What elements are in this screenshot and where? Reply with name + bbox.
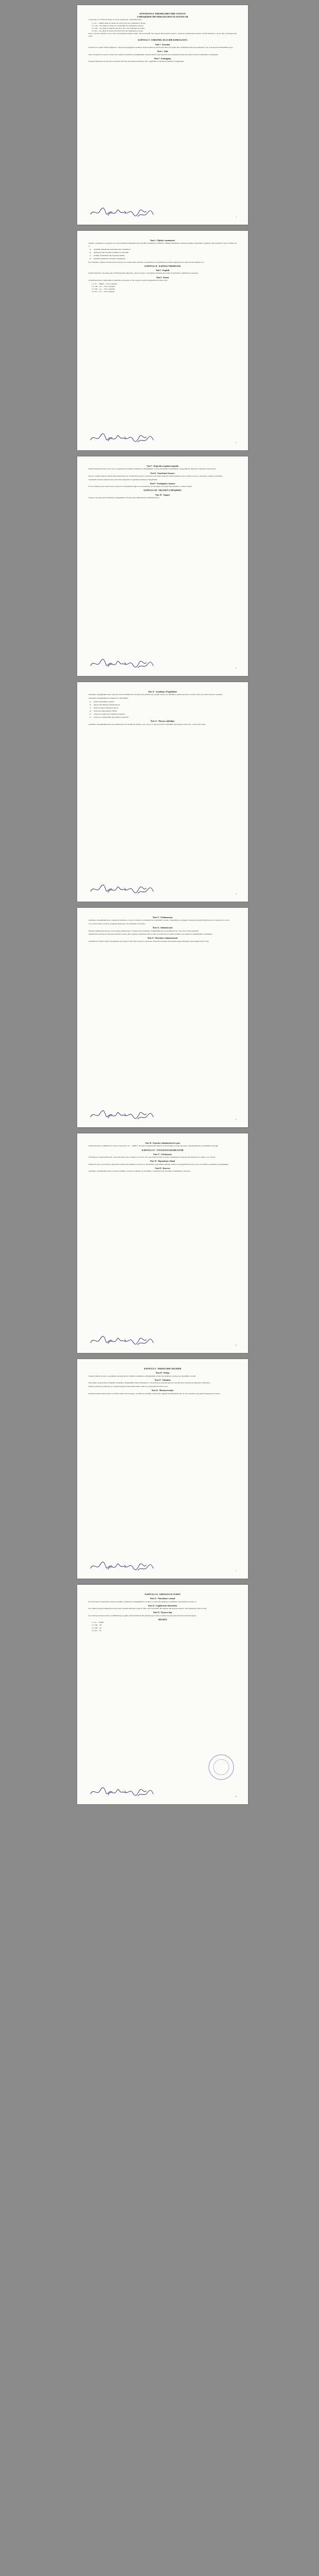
- section-heading: Neni 1 · Emertimi: [155, 43, 170, 46]
- page-number: 1: [236, 215, 237, 218]
- page-footer: [88, 1785, 237, 1799]
- list-item-text: vendos per riorganizimin dhe prishjen e shoqerise.: [94, 716, 129, 719]
- section-heading: Neni 10 · Organet: [155, 494, 170, 496]
- paragraph: Kapitali themeltar i shoqerise eshte 100.000 (njeqind mije) leke, i ndare ne kuota, i cili paguhet plotesisht nga ortaket ne momentin e regjistrimit te shoqerise.: [88, 272, 199, 275]
- section-heading: Neni 23 · Ndryshimet e statutit: [150, 1598, 175, 1600]
- paragraph: Selia e shoqerise do te jete ne Tirane. Me vendim te Asamblese se Pergjithshme, shoqeria mund te hape dege dhe zyra perfaqesimi brenda dhe jashte territorit te Republikes se Shqiperise.: [88, 53, 219, 56]
- list-item-text: mbikeqyrje dhe kolaudim i punimeve te ndertimit;: [94, 251, 129, 254]
- list-item-text: sherbime konsulence ne fushen e inxhinierise.: [94, 258, 126, 260]
- section-heading: Neni 19 · Rezervat: [155, 1167, 170, 1170]
- page-number: 6: [236, 1344, 237, 1346]
- paragraph: Asambleja e Pergjithshme eshte organi me i larte vendimmarres i shoqerise dhe perbehet nga te gjithe ortaket. Ajo mblidhet te pakten nje here ne vit dhe sa here qe e kerkon interesi i shoqerise.: [88, 693, 223, 696]
- section-heading: KAPITULLI I · EMERTIMI, SELIA DHE KOHEZGJATJA: [137, 39, 187, 42]
- list-marker: a): [90, 700, 91, 703]
- section-heading: KAPITULLI V · PRISHJA DHE LIKUIDIMI: [144, 1368, 182, 1370]
- list-item: [90, 255, 237, 257]
- section-heading: Neni 18 · Shperndarja e fitimit: [150, 1160, 175, 1163]
- page-footer: [88, 1559, 237, 1573]
- document-title: I SHOQERISE ME PERGJEGJESI TE KUFIZUAR: [137, 15, 188, 18]
- list-marker: c): [90, 255, 91, 257]
- section-heading: Neni 6 · Kuotat: [156, 276, 169, 279]
- list-item-text: miraton pasqyrat financiare vjetore;: [94, 706, 119, 709]
- list-marker: d): [90, 258, 91, 260]
- list-marker: a): [90, 248, 91, 251]
- handwritten-signatures: [88, 1108, 155, 1122]
- section-heading: Neni 16 · Emerimi i administratorit te pare: [145, 1142, 180, 1144]
- list-item: [90, 701, 237, 703]
- paragraph: Asambleja e Pergjithshme thirret nga administratori me njoftim me shkrim, jo me vone se 15 dite para dates se mbledhjes, ku tregohen vendi, data, ora dhe rendi i dites.: [88, 723, 206, 725]
- list-item-text: emeron dhe shkarkon administratoret;: [94, 703, 120, 706]
- section-heading: Neni 9 · Trashegimia e kuotave: [150, 482, 175, 485]
- document-page: [77, 5, 248, 225]
- company-stamp: [208, 1754, 235, 1781]
- list-item: [90, 710, 237, 713]
- paragraph: Shoqeria do te quhet "ECM'S Engineers." shoqeri me pergjegjesi te kufizuar. Shoqeria mund te perdore kete emer ne te gjitha aktet, dokumentet dhe korrespondencen e saj, te shoqeruar me shkurtimin sh.p.k.: [88, 46, 233, 49]
- document-page: [77, 456, 248, 676]
- list-item-text: vendos per rritjen ose zvogelimin e kapitalit;: [94, 713, 125, 716]
- list-marker: e): [90, 713, 91, 716]
- paragraph: Pas prishjes, shoqeria hyn ne likuidim. Asambleja e Pergjithshme emeron likuiduesin, i cili perfaqeson shoqerine gjate procesit dhe kryen veprimet per shlyerjen e detyrimeve.: [88, 1382, 211, 1384]
- paragraph: Pasuria qe mbetet pas shlyerjes se te gjitha detyrimeve shperndahet midis ortakeve ne perpjestim me kuotat e tyre.: [88, 1385, 168, 1387]
- list-item-text: miraton ndryshimet e statutit;: [94, 700, 115, 703]
- paragraph: Fitimi neto vjetor, pas zbritjes se detyrimeve tatimore dhe krijimit te rezervave te detyrueshme, shperndahet ndermjet ortakeve ne perpjestim me kuotat e tyre, me vendim te Asamblese se Pergjithshme.: [88, 1163, 229, 1165]
- paragraph: Asambleja e Pergjithshme merr vendime me shumicen e votave te ortakeve te pranishem. Per ndryshimin e statutit, riorganizimin ose prishjen e shoqerise kerkohet shumica prej tre te katertave te votave.: [88, 919, 230, 922]
- paragraph: Shoqeria administrohet nga nje ose me shume administratore te emeruar nga Asambleja e Pergjithshme per nje periudhe deri ne 5 vjet, me te drejte riemerimi.: [88, 929, 199, 932]
- document-page: [77, 1585, 248, 1804]
- party-entry: 1. Z. IL ... DOMI — 25% e kapitalit;: [92, 282, 118, 285]
- section-heading: Neni 20 · Prishja: [155, 1372, 170, 1375]
- page-footer: [88, 656, 237, 671]
- section-heading: Neni 2 · Selia: [157, 50, 168, 53]
- handwritten-signatures: [88, 882, 155, 896]
- handwritten-signatures: [88, 656, 155, 671]
- section-heading: Neni 25 · Hyrja ne fuqi: [153, 1612, 172, 1614]
- paragraph: Ortaket kane kuotat e meposhtme ne kapitalin e shoqerise, te cilat u japin te drejta ne perpjestim me vleren e tyre:: [88, 279, 168, 281]
- list-marker: c): [90, 706, 91, 709]
- page-footer: [88, 1333, 237, 1348]
- paragraph: Ky statut mund te ndryshohet vetem me vendim te Asamblese se Pergjithshme te ortakeve, te marre me shumicen e kualifikuar te parashikuar ne nenin 13.: [88, 1600, 197, 1603]
- section-heading: Neni 21 · Likuidimi: [154, 1379, 171, 1381]
- list-item: [90, 713, 237, 716]
- list-item: [90, 716, 237, 719]
- party-entry: 4. Z. RI ... TA: [92, 1629, 101, 1632]
- section-heading: KAPITULLI II · KAPITALI THEMELTAR: [145, 265, 181, 267]
- section-heading: Neni 12 · Thirrja e mbledhjes: [150, 720, 175, 723]
- handwritten-signatures: [88, 205, 155, 219]
- document-page: [77, 1133, 248, 1353]
- handwritten-signatures: [88, 1333, 155, 1348]
- list-item: [90, 707, 237, 709]
- document-title: KONTRATA E THEMELIMIT DHE STATUTI: [139, 12, 186, 15]
- list-item: [90, 704, 237, 706]
- paragraph: Viti financiar i shoqerise fillon me 1 janar dhe mbaron me 31 dhjetor te cdo viti. Viti i pare financiar fillon ne daten e regjistrimit te shoqerise dhe mbaron me 31 dhjetor te po atij viti.: [88, 1156, 216, 1159]
- handwritten-signatures: [88, 1785, 155, 1799]
- section-heading: Neni 17 · Viti financiar: [153, 1153, 172, 1156]
- paragraph: Sot me date 10.10.2013 ne Tirane, ne zyren e mesiperme, u mblodhen palet:: [88, 19, 142, 21]
- paragraph: Kuotat e ortakeve mund te transferohen lirisht midis tyre. Transferimi i kuotave te personat e trete behet vetem pas ofrimit paraprak te tyre ortakeve te tjere, te cilet kane te drejten e parablerjes.: [88, 474, 223, 477]
- section-heading: Neni 3 · Kohezgjatja: [154, 57, 171, 60]
- paragraph: Transferimi i kuotave behet me akt noterial dhe regjistrohet ne Qendren Kombetare te Regjistrimit.: [88, 478, 158, 481]
- document-page: [77, 908, 248, 1127]
- page-footer: [88, 1108, 237, 1122]
- page-number: 3: [236, 667, 237, 669]
- paragraph: Organet e shoqerise jane: Asambleja e Pergjithshme e Ortakeve dhe Administratori (Administratoret).: [88, 497, 160, 499]
- party-entry: 3. Z. ER ... AJ: [92, 1626, 102, 1629]
- list-marker: b): [90, 251, 91, 254]
- paragraph: Cdo ortak ka numer votash ne perpjestim me kuoten e tij ne kapitalin e shoqerise.: [88, 923, 146, 925]
- handwritten-signatures: [88, 1559, 155, 1573]
- paragraph: Per realizimin e objektit, shoqeria mund te kryeje cdo veprim tregtar, financiar, te luajtshem ose te paluajtshem qe lidhet drejtperdrejt ose terthorazi me objektin e saj.: [88, 261, 204, 263]
- list-item-text: studime te fizibilitetit dhe vleresime teknike;: [94, 255, 125, 257]
- list-marker: d): [90, 710, 91, 713]
- section-heading: Neni 4 · Objekti i veprimtarise: [150, 240, 175, 242]
- section-heading: Neni 13 · Vendimmarrja: [152, 917, 173, 919]
- paragraph: Keta te cilet me vullnetin e tyre te lire, ne perputhje me ligjin nr. 9901, date 14.04.2008 "Per tregtaret dhe shoqerite tregtare", vendosen te themelojne shoqerine "ECM'S Engineers." sh.p.k. dhe te miratojne kete statut.: [88, 32, 237, 38]
- paragraph: Kapitali themeltar mund te rritet ose te zvogelohet me vendim te Asamblese se Pergjithshme, te marre me shumice te kualifikuar, ne perputhje me dispozitat e ligjit dhe te ketij statuti.: [88, 468, 216, 470]
- list-marker: b): [90, 703, 91, 706]
- list-item-text: vendos per shperndarjen e fitimit;: [94, 710, 117, 713]
- paragraph: Objekti i veprimtarise se shoqerise do te jete projektimi, mbikeqyrja dhe kolaudimi i punimeve te ndertimit, studimet inxhinierike, konsulenca teknike, menaxhimi i projekteve dhe veprimtari te tjera te lidhura me to.: [88, 242, 237, 247]
- list-marker: f): [90, 716, 91, 719]
- page-footer: [88, 882, 237, 896]
- section-heading: Neni 5 · Kapitali: [155, 269, 170, 272]
- paragraph: Per ceshtjet qe nuk parashikohen ne kete statut, zbatohen dispozitat e ligjit nr. 9901, date 14.04.2008 "Per tregtaret dhe shoqerite tregtare" dhe legjislacionit tjeter ne fuqi.: [88, 1607, 207, 1610]
- party-entry: 3. Z. ER ... AJ, lindur ne Shkoder, me 20.01.1971, me vendbanim ne Tirane;: [92, 27, 145, 29]
- page-footer: [88, 431, 237, 445]
- section-heading: Neni 24 · Legjislacioni i zbatueshem: [148, 1604, 178, 1607]
- paragraph: Ortaket emerojne si administrator te pare te shoqerise Z. IL ... DOMI, i cili pranon emerimin dhe deklaron se nuk ndodhet ne asnje nga rastet e papajtueshmerise te parashikuara nga ligji.: [88, 1145, 219, 1147]
- section-heading: Neni 7 · Rritja dhe zvogelimi i kapitalit: [147, 465, 179, 467]
- paragraph: Asambleja e Pergjithshme mund te vendose krijimin e rezervave vullnetare per zhvillimin e veprimtarise dhe investime te metejshme te shoqerise.: [88, 1170, 191, 1173]
- page-footer: [88, 205, 237, 219]
- page-number: 2: [236, 441, 237, 444]
- document-page: [77, 1359, 248, 1579]
- page-number: 5: [236, 1118, 237, 1121]
- party-entry: 2. Z. AR ... IN, lindur ne Tirane, me 12.06.1968, me vendbanim ne Tirane;: [92, 24, 144, 27]
- list-item-text: projektim arkitektonik, konstruktiv dhe i instalimeve;: [94, 248, 131, 251]
- paragraph: Ky statut hyn ne fuqi ne diten e nenshkrimit nga te gjithe ortaket themelues dhe perbehet nga 25 nene, te hartuar ne pese kopje me fuqi te barabarte ligjore.: [88, 1614, 197, 1617]
- handwritten-signatures: [88, 431, 155, 445]
- party-entry: 4. Z. RI ... TA, lindur ne Tirane, me 05.09.1979, me vendbanim ne Tirane.: [92, 29, 144, 32]
- document-page: [77, 231, 248, 450]
- paragraph: Administratori ushtron detyrat me kujdesin e nje tregtari te mire dhe ne interes te shoqerise, mban librat kontabel dhe pergatit pasqyrat financiare sipas legjislacionit ne fuqi.: [88, 940, 209, 942]
- paragraph: Shoqeria themelohet per nje kohe te pacaktuar dhe fiton personalitet juridik nga dita e regjistrimit ne Qendren Kombetare te Regjistrimit.: [88, 60, 185, 63]
- party-entry: 1. Z. IL ... DOMI, lindur ne Tirane, me 16.03.1974, me vendbanim ne Tirane;: [92, 22, 146, 24]
- list-item: [90, 248, 237, 251]
- paragraph: Ne rast vdekjeje te nje ortaku, kuota e tij kalon te trashegimtaret ligjore ose testamentare, te cilet hyjne ne te drejtat dhe detyrimet e ortakut te ndjere.: [88, 485, 192, 488]
- list-item: [90, 251, 237, 254]
- section-heading: Neni 15 · Detyrimet e administratorit: [147, 937, 178, 940]
- section-heading: Neni 8 · Transferimi i kuotave: [150, 472, 175, 474]
- section-heading: ORTAKET: [157, 1618, 168, 1621]
- page-number: 4: [236, 892, 237, 895]
- section-heading: KAPITULLI III · ORGANET E SHOQERISE: [144, 489, 182, 492]
- paragraph: Mosmarreveshjet midis ortakeve ose midis ortakeve dhe shoqerise, qe lidhen me zbatimin e ketij statuti, zgjidhen me mirekuptim dhe, ne rast te kunderte, nga gjykata kompetente ne Tirane.: [88, 1392, 221, 1395]
- party-entry: 2. Z. AR ... IN — 25% e kapitalit;: [92, 285, 116, 287]
- section-heading: Neni 14 · Administratori: [152, 927, 173, 929]
- page-number: 8: [236, 1795, 237, 1798]
- party-entry: 3. Z. ER ... AJ — 25% e kapitalit;: [92, 287, 115, 290]
- paragraph: Administratori perfaqeson shoqerine perballe te treteve dhe ne gjykate, nenshkruan aktet ne emer te saj dhe kryen te gjitha veprimet e nevojshme per administrimin e perditshem.: [88, 933, 212, 936]
- section-heading: Neni 11 · Asambleja e Pergjithshme: [148, 691, 178, 693]
- paragraph: Asambleja e Pergjithshme ka kompetencat e meposhtme:: [88, 697, 129, 700]
- party-entry: 1. Z. IL ... DOMI: [92, 1621, 104, 1624]
- section-heading: KAPITULLI IV · VITI FINANCIAR DHE FITIMI: [141, 1149, 184, 1151]
- party-entry: 2. Z. AR ... IN: [92, 1624, 102, 1626]
- party-entry: 4. Z. RI ... TA — 25% e kapitalit.: [92, 290, 115, 293]
- list-item: [90, 258, 237, 260]
- document-page: [77, 682, 248, 902]
- paragraph: Shoqeria prishet ne rastet e parashikuara nga ligji dhe me vendim te Asamblese se Pergjithshme te marre me shumicen e kerkuar per ndryshimin e statutit.: [88, 1375, 197, 1377]
- section-heading: KAPITULLI VI · DISPOZITA TE FUNDIT: [145, 1594, 181, 1596]
- section-heading: Neni 22 · Mosmarreveshjet: [151, 1389, 174, 1392]
- page-number: 7: [236, 1569, 237, 1572]
